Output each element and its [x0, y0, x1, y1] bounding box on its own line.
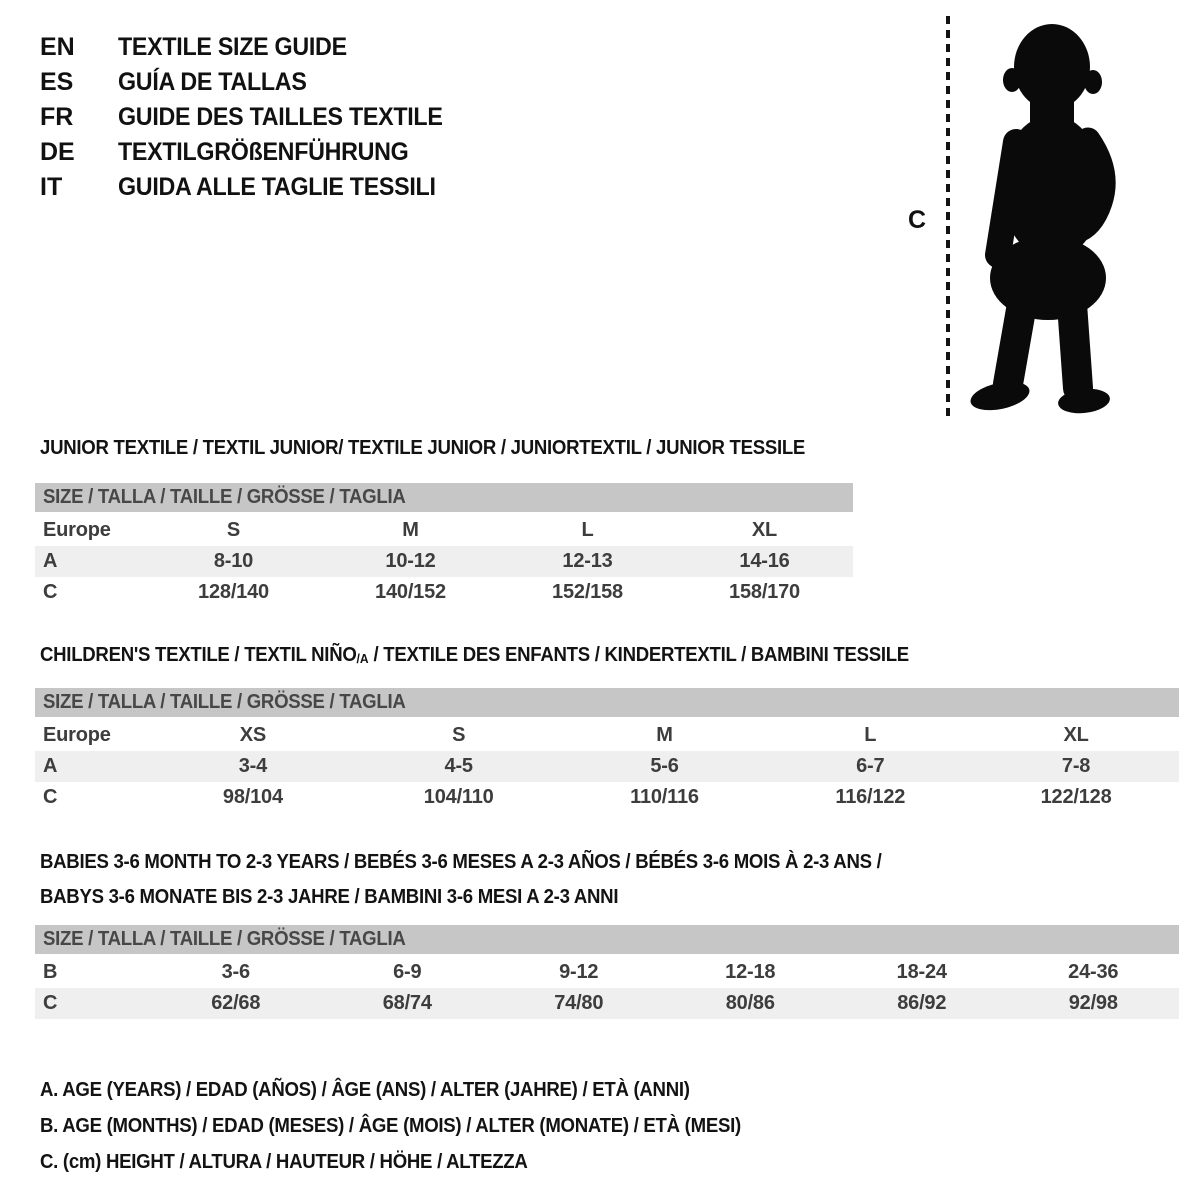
language-code: DE	[40, 138, 75, 166]
guide-title-de: TEXTILGRÖßENFÜHRUNG	[118, 138, 409, 166]
language-row-it	[40, 170, 467, 205]
legend-line-b: B. AGE (MONTHS) / EDAD (MESES) / ÂGE (MOIS) / ALTER (MONATE) / ETÀ (MESI)	[40, 1115, 741, 1137]
children-section-title: CHILDREN'S TEXTILE / TEXTIL NIÑO/A / TEXTILE DES ENFANTS / KINDERTEXTIL / BAMBINI TESSILE	[40, 644, 909, 666]
babies-section-title	[40, 845, 945, 915]
guide-title-es: GUÍA DE TALLAS	[118, 68, 307, 96]
row-label: A	[43, 755, 58, 777]
language-row-es	[40, 65, 467, 100]
row-label: C	[43, 992, 58, 1014]
language-row-de	[40, 135, 467, 170]
language-code: IT	[40, 173, 63, 201]
size-header-row: SIZE / TALLA / TAILLE / GRÖSSE / TAGLIA	[35, 925, 1179, 954]
babies-title-line1: BABIES 3-6 MONTH TO 2-3 YEARS / BEBÉS 3-6 MESES A 2-3 AÑOS / BÉBÉS 3-6 MOIS À 2-3 ANS /	[40, 851, 882, 873]
toddler-silhouette-icon	[960, 12, 1140, 420]
guide-title-en: TEXTILE SIZE GUIDE	[118, 33, 347, 61]
junior-section-title: JUNIOR TEXTILE / TEXTIL JUNIOR/ TEXTILE JUNIOR / JUNIORTEXTIL / JUNIOR TESSILE	[40, 437, 806, 459]
table-row: A 3-4 4-5 5-6 6-7 7-8	[35, 751, 1179, 782]
guide-title-it: GUIDA ALLE TAGLIE TESSILI	[118, 173, 436, 201]
row-label: A	[43, 550, 58, 572]
table-row: Europe XS S M L XL	[35, 720, 1179, 751]
language-code: ES	[40, 68, 74, 96]
height-measure-label: C	[908, 206, 927, 234]
height-measure-dashed-line	[946, 16, 950, 416]
size-header-row: SIZE / TALLA / TAILLE / GRÖSSE / TAGLIA	[35, 483, 853, 512]
legend-line-c: C. (cm) HEIGHT / ALTURA / HAUTEUR / HÖHE / ALTEZZA	[40, 1151, 528, 1173]
table-row: Europe S M L XL	[35, 515, 853, 546]
size-header-row: SIZE / TALLA / TAILLE / GRÖSSE / TAGLIA	[35, 688, 1179, 717]
children-size-table	[35, 688, 1179, 813]
language-row-fr	[40, 100, 467, 135]
legend-line-a: A. AGE (YEARS) / EDAD (AÑOS) / ÂGE (ANS) / ALTER (JAHRE) / ETÀ (ANNI)	[40, 1079, 690, 1101]
row-label: Europe	[43, 519, 111, 541]
row-label: C	[43, 786, 58, 808]
row-label: B	[43, 961, 58, 983]
language-title-list	[40, 30, 467, 205]
junior-size-table	[35, 483, 853, 608]
guide-title-fr: GUIDE DES TAILLES TEXTILE	[118, 103, 443, 131]
language-code: FR	[40, 103, 74, 131]
measure-legend	[40, 1072, 794, 1180]
table-row: C 62/68 68/74 74/80 80/86 86/92 92/98	[35, 988, 1179, 1019]
table-row: C 128/140 140/152 152/158 158/170	[35, 577, 853, 608]
table-row: A 8-10 10-12 12-13 14-16	[35, 546, 853, 577]
babies-title-line2: BABYS 3-6 MONATE BIS 2-3 JAHRE / BAMBINI 3-6 MESI A 2-3 ANNI	[40, 886, 619, 908]
row-label: C	[43, 581, 58, 603]
row-label: Europe	[43, 724, 111, 746]
language-row-en	[40, 30, 467, 65]
language-code: EN	[40, 33, 75, 61]
nino-a-subscript: /A	[356, 651, 369, 666]
table-row: B 3-6 6-9 9-12 12-18 18-24 24-36	[35, 957, 1179, 988]
table-row: C 98/104 104/110 110/116 116/122 122/128	[35, 782, 1179, 813]
babies-size-table	[35, 925, 1179, 1019]
